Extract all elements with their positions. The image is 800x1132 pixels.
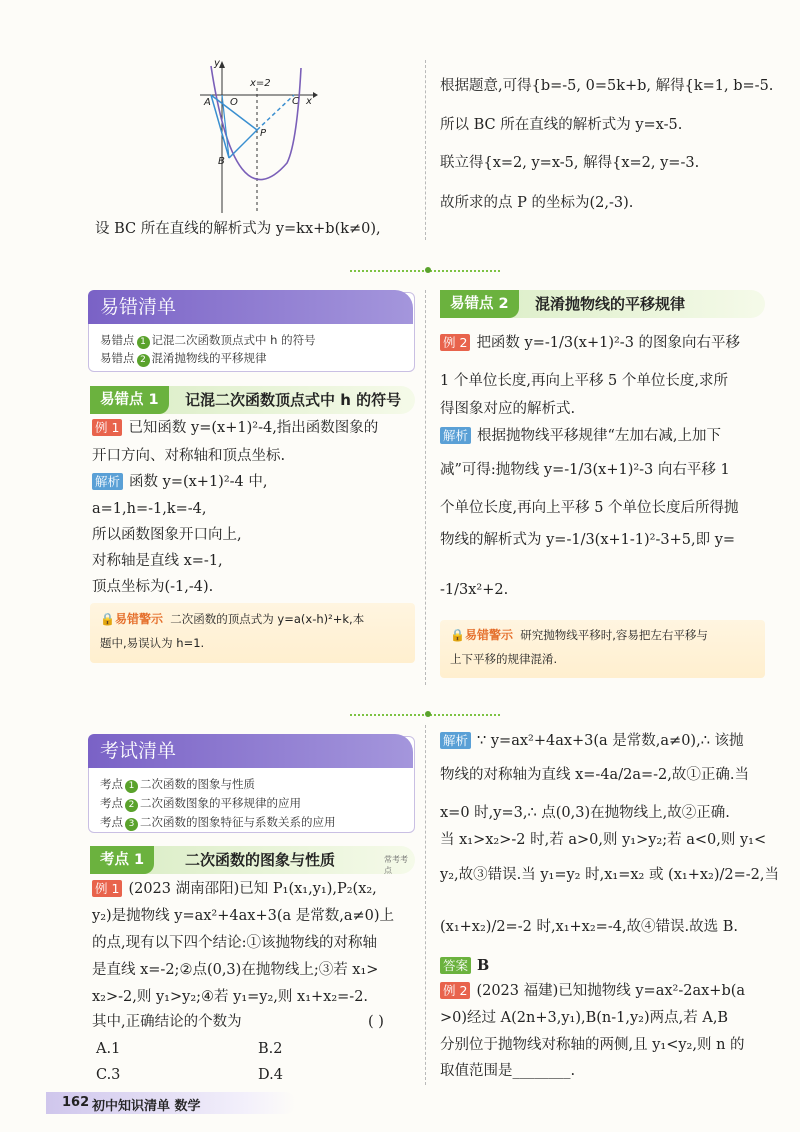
exam1-title: 二次函数的图象与性质: [185, 851, 336, 869]
exam1-example2-line-3: 分别位于抛物线对称轴的两侧,且 y₁<y₂,则 n 的: [440, 1037, 745, 1053]
point2-example-line-3: 得图象对应的解析式.: [440, 401, 576, 417]
column-separator: [425, 60, 426, 240]
point1-analysis-line-1: 解析 函数 y=(x+1)²-4 中,: [92, 469, 268, 496]
example-tag: 例 1: [92, 880, 122, 897]
point2-tag: 易错点 2: [440, 290, 519, 318]
point1-title: 记混二次函数顶点式中 h 的符号: [185, 391, 402, 409]
exam1-analysis-line-1: 解析 ∵ y=ax²+4ax+3(a 是常数,a≠0),∴ 该抛: [440, 728, 744, 755]
exam1-analysis-line-5: y₂,故③错误.当 y₁=y₂ 时,x₁=x₂ 或 (x₁+x₂)/2=-2,当: [440, 867, 779, 883]
exam1-example2-line-2: >0)经过 A(2n+3,y₁),B(n-1,y₂)两点,若 A,B: [440, 1010, 729, 1026]
divider-dot: [425, 711, 431, 717]
exam1-example-line-2: y₂)是抛物线 y=ax²+4ax+3(a 是常数,a≠0)上: [92, 908, 395, 924]
point1-example-line-1: 例 1 已知函数 y=(x+1)²-4,指出函数图象的: [92, 415, 378, 442]
exam1-analysis-line-2: 物线的对称轴为直线 x=-4a/2a=-2,故①正确.当: [440, 767, 749, 783]
exam1-example2-line-4: 取值范围是________.: [440, 1063, 576, 1079]
option-d: D.4: [258, 1067, 283, 1083]
option-c: C.3: [96, 1067, 121, 1083]
point2-example-line-1: 例 2 把函数 y=-1/3(x+1)²-3 的图象向右平移: [440, 330, 740, 357]
point1-analysis-line-3: 所以函数图象开口向上,: [92, 527, 242, 543]
book-title: 初中知识清单 数学: [92, 1099, 201, 1114]
column-separator: [425, 725, 426, 1085]
point2-warning-line-1: 🔒易错警示 研究抛物线平移时,容易把左右平移与: [450, 628, 708, 642]
example-tag: 例 1: [92, 419, 122, 436]
answer-tag: 答案: [440, 957, 471, 974]
exam1-example-line-3: 的点,现有以下四个结论:①该抛物线的对称轴: [92, 935, 377, 951]
point2-example-line-2: 1 个单位长度,再向上平移 5 个单位长度,求所: [440, 373, 728, 389]
mistakes-list-title: 易错清单: [88, 290, 413, 324]
mistakes-list-item: 易错点 2 混淆抛物线的平移规律: [100, 351, 267, 365]
exam1-example-line-1: 例 1 (2023 湖南邵阳)已知 P₁(x₁,y₁),P₂(x₂,: [92, 876, 377, 903]
exam1-example-line-6: 其中,正确结论的个数为: [92, 1014, 242, 1030]
top-left-text: 设 BC 所在直线的解析式为 y=kx+b(k≠0),: [95, 221, 381, 237]
exam1-analysis-line-6: (x₁+x₂)/2=-2 时,x₁+x₂=-4,故④错误.故选 B.: [440, 919, 739, 935]
graph-label-a: A: [204, 97, 211, 108]
analysis-tag: 解析: [92, 473, 123, 490]
exam-list-item: 考点 3 二次函数的图象特征与系数关系的应用: [100, 815, 336, 829]
point1-tag: 易错点 1: [90, 386, 169, 414]
graph-label-c: C: [292, 96, 299, 107]
graph-label-line: x=2: [250, 78, 271, 89]
exam1-analysis-line-4: 当 x₁>x₂>-2 时,若 a>0,则 y₁>y₂;若 a<0,则 y₁<: [440, 832, 767, 848]
exam1-answer-paren: ( ): [368, 1014, 384, 1030]
exam1-example2-line-1: 例 2 (2023 福建)已知抛物线 y=ax²-2ax+b(a: [440, 978, 745, 1005]
exam-list-item: 考点 2 二次函数图象的平移规律的应用: [100, 796, 301, 810]
top-right-line-2: 所以 BC 所在直线的解析式为 y=x-5.: [440, 117, 683, 133]
point1-warning-line-1: 🔒易错警示 二次函数的顶点式为 y=a(x-h)²+k,本: [100, 612, 365, 626]
exam-list-item: 考点 1 二次函数的图象与性质: [100, 777, 255, 791]
option-a: A.1: [96, 1041, 121, 1057]
point1-example-line-2: 开口方向、对称轴和顶点坐标.: [92, 448, 286, 464]
top-right-line-1: 根据题意,可得{b=-5, 0=5k+b, 解得{k=1, b=-5.: [440, 78, 774, 94]
exam1-answer: 答案 B: [440, 952, 489, 980]
point2-analysis-line-2: 减”可得:抛物线 y=-1/3(x+1)²-3 向右平移 1: [440, 462, 730, 478]
analysis-tag: 解析: [440, 732, 471, 749]
point1-analysis-line-2: a=1,h=-1,k=-4,: [92, 501, 207, 517]
example-tag: 例 2: [440, 334, 470, 351]
point1-analysis-line-4: 对称轴是直线 x=-1,: [92, 553, 223, 569]
point1-analysis-line-5: 顶点坐标为(-1,-4).: [92, 579, 214, 595]
graph-label-x: x: [306, 96, 312, 107]
exam1-header: [90, 846, 415, 874]
exam1-analysis-line-3: x=0 时,y=3,∴ 点(0,3)在抛物线上,故②正确.: [440, 805, 730, 821]
point2-analysis-line-3: 个单位长度,再向上平移 5 个单位长度后所得抛: [440, 500, 739, 516]
exam1-example-line-5: x₂>-2,则 y₁>y₂;④若 y₁=y₂,则 x₁+x₂=-2.: [92, 989, 369, 1005]
graph-label-p: P: [260, 128, 267, 139]
point1-header: [90, 386, 415, 414]
warning-tag: 🔒易错警示: [100, 612, 163, 626]
warning-tag: 🔒易错警示: [450, 628, 513, 642]
graph-label-b: B: [218, 156, 225, 167]
divider-dot: [425, 267, 431, 273]
point2-warning-line-2: 上下平移的规律混淆.: [450, 652, 558, 666]
top-right-line-3: 联立得{x=2, y=x-5, 解得{x=2, y=-3.: [440, 155, 700, 171]
analysis-tag: 解析: [440, 427, 471, 444]
top-right-line-4: 故所求的点 P 的坐标为(2,-3).: [440, 195, 634, 211]
point2-title: 混淆抛物线的平移规律: [535, 295, 686, 313]
point2-analysis-line-5: -1/3x²+2.: [440, 582, 509, 598]
option-b: B.2: [258, 1041, 283, 1057]
point1-warning-line-2: 题中,易误认为 h=1.: [100, 636, 205, 650]
column-separator: [425, 290, 426, 685]
exam1-example-line-4: 是直线 x=-2;②点(0,3)在抛物线上;③若 x₁>: [92, 962, 379, 978]
page-number: 162: [62, 1095, 90, 1110]
point2-header: [440, 290, 765, 318]
example-tag: 例 2: [440, 982, 470, 999]
exam-list-title: 考试清单: [88, 734, 413, 768]
mistakes-list-item: 易错点 1 记混二次函数顶点式中 h 的符号: [100, 333, 316, 347]
exam1-tag: 考点 1: [90, 846, 154, 874]
graph-label-y: y: [214, 58, 220, 69]
graph-label-o: O: [230, 97, 238, 108]
point2-analysis-line-4: 物线的解析式为 y=-1/3(x+1-1)²-3+5,即 y=: [440, 532, 736, 548]
point2-analysis-line-1: 解析 根据抛物线平移规律“左加右减,上加下: [440, 423, 721, 450]
exam1-badge: 常考考点: [384, 855, 408, 875]
